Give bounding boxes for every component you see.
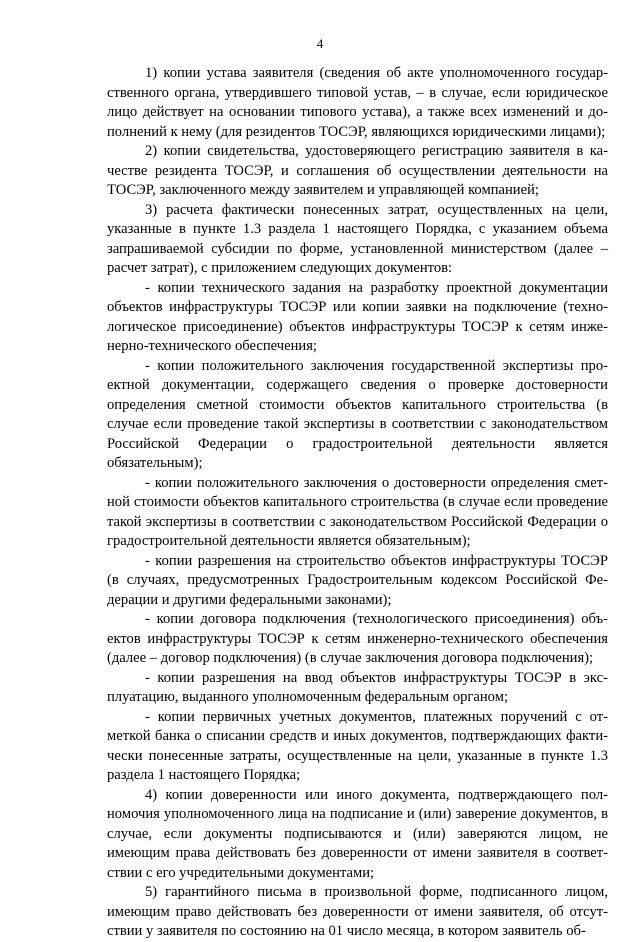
list-item-connection-agreement: - копии договора подключения (технологического присоединения) объектов инфраструктуры ТОСЭР к сетям инженерно-технического обеспечения (далее – договор подключения) (в случае заключения договора подключения); [107,611,608,666]
paragraph-guarantee-letter: 5) гарантийного письма в произвольной форме, подписанного лицом, имеющим право действовать без доверенности от имени заявителя, об отсутствии у заявителя по состоянию на 01 число месяца, в котором заявитель об- [107,884,608,939]
list-item-commissioning-permit: - копии разрешения на ввод объектов инфраструктуры ТОСЭР в эксплуатацию, выданного уполномоченным федеральным органом; [107,669,608,705]
list-item-primary-documents: - копии первичных учетных документов, платежных поручений с отметкой банка о списании средств и иных документов, подтверждающих фактически понесенные затраты, осуществленные на цели, указанные в пункте 1.3 раздела 1 настоящего Порядка; [107,708,608,783]
list-item-state-expertise: - копии положительного заключения государственной экспертизы проектной документации, содержащего сведения о проверке достоверности определения сметной стоимости объектов капитального строительства (в случае если проведение такой экспертизы в соответствии с законодательством Российской Федерации о градостроительной деятельности является обязательным); [107,357,608,471]
list-item-technical-assignment: - копии технического задания на разработку проектной документации объектов инфраструктуры ТОСЭР или копии заявки на подключение (технологическое присоединение) объектов инфраструктуры ТОСЭР к сетям инженерно-технического обеспечения; [107,279,608,354]
paragraph-resident-certificate: 2) копии свидетельства, удостоверяющего регистрацию заявителя в качестве резидента ТОСЭР, и соглашения об осуществлении деятельности на ТОСЭР, заключенного между заявителем и управляющей компанией; [107,143,608,198]
list-item-cost-reliability: - копии положительного заключения о достоверности определения сметной стоимости объектов капитального строительства (в случае если проведение такой экспертизы в соответствии с законодательством Российской Федерации о градостроительной деятельности является обязательным); [107,474,608,549]
paragraph-power-of-attorney: 4) копии доверенности или иного документа, подтверждающего полномочия уполномоченного лица на подписание и (или) заверение документов, в случае, если документы подписываются и (или) заверяются лицом, не имеющим права действовать без доверенности от имени заявителя в соответствии с его учредительными документами; [107,786,608,881]
page-number: 4 [316,36,324,51]
list-item-construction-permit: - копии разрешения на строительство объектов инфраструктуры ТОСЭР (в случаях, предусмотренных Градостроительным кодексом Российской Федерации и другими федеральными законами); [107,552,608,608]
paragraph-charter-copies: 1) копии устава заявителя (сведения об акте уполномоченного государственного органа, утвердившего типовой устав, – в случае, если юридическое лицо действует на основании типового устава), а также всех изменений и дополнений к нему (для резидентов ТОСЭР, являющихся юридическими лицами); [107,65,608,140]
document-body [107,64,608,942]
paragraph-cost-calculation: 3) расчета фактически понесенных затрат, осуществленных на цели, указанные в пункте 1.3 раздела 1 настоящего Порядка, с указанием объема запрашиваемой субсидии по форме, установленной министерством (далее – расчет затрат), с приложением следующих документов: [107,201,608,276]
